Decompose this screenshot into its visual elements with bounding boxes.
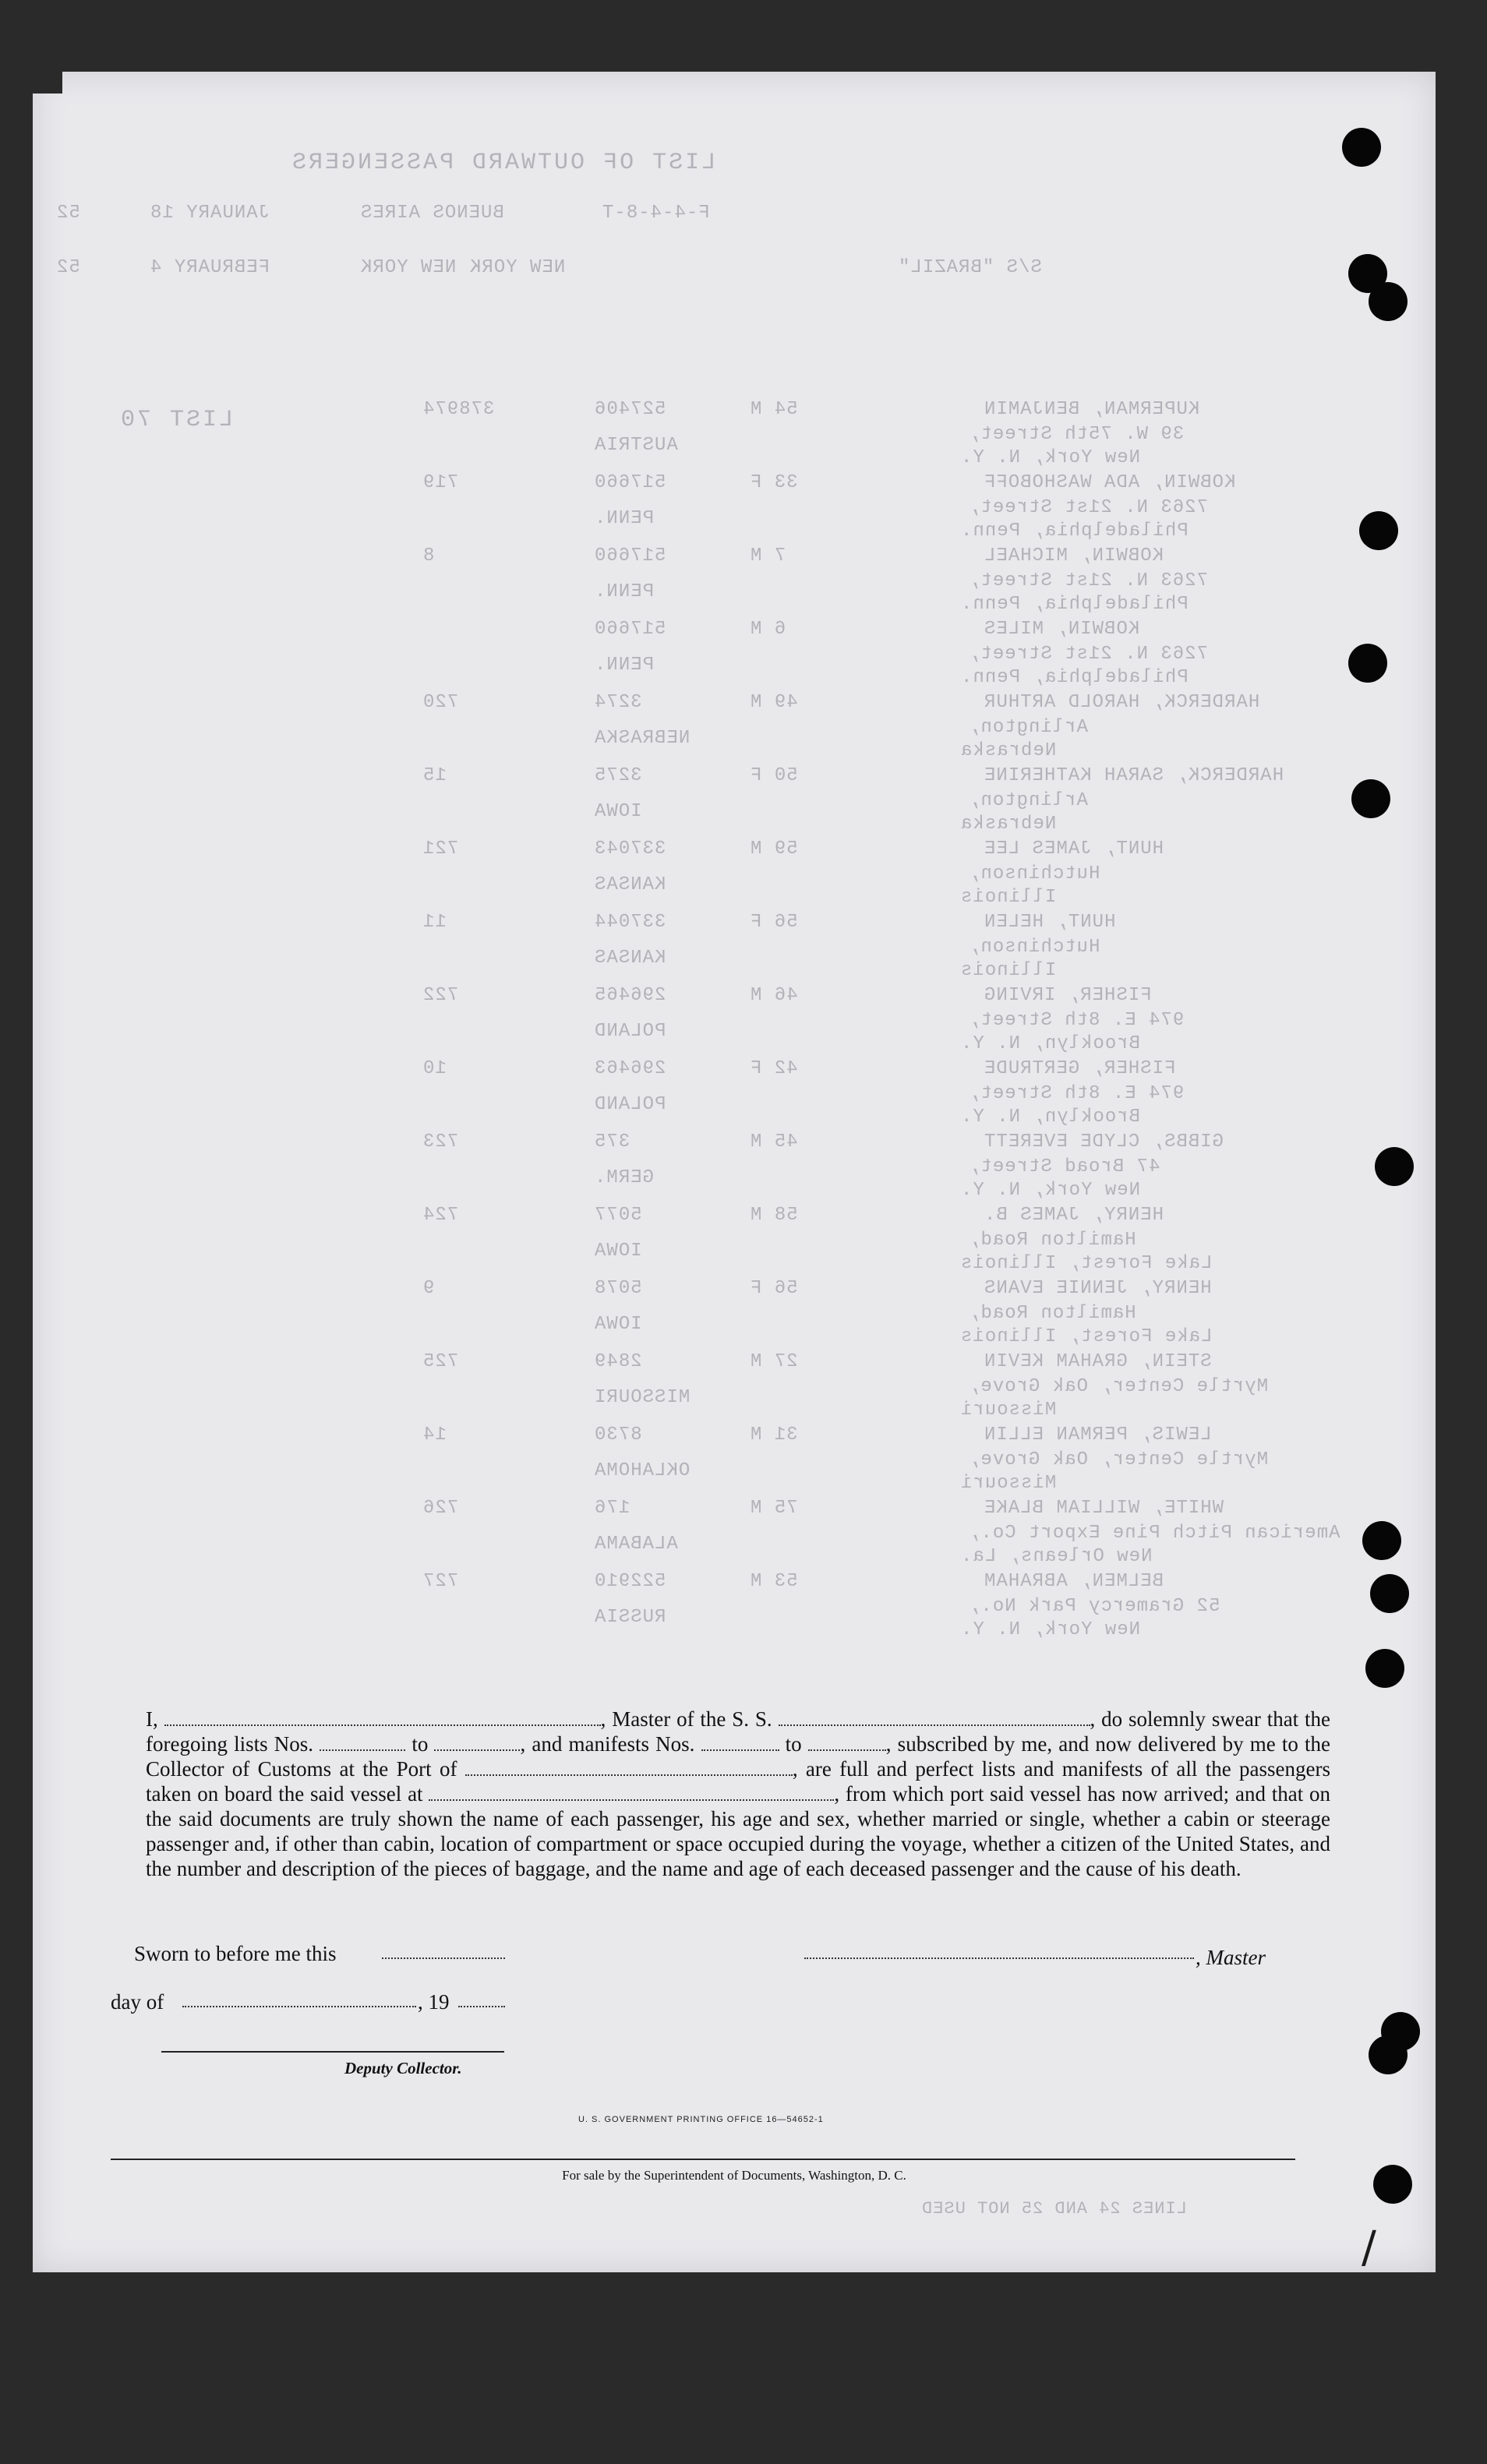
passenger-name: GIBBS, CLYDE EVERETT — [984, 1131, 1224, 1153]
passenger-age: 75 M — [750, 1498, 798, 1519]
passenger-name: LEWIS, PERMAN ELLIN — [984, 1424, 1212, 1446]
passenger-line: 721 — [422, 838, 459, 860]
passenger-line: 723 — [422, 1131, 459, 1153]
bottom-bleed: LINES 24 AND 25 NOT USED — [921, 2199, 1187, 2219]
passenger-line: 719 — [422, 472, 459, 493]
passenger-address: 39 W. 75th Street, — [968, 424, 1185, 445]
passenger-name: KOBWIN, ADA WASHOBOFF — [984, 472, 1236, 493]
punch-hole — [1351, 779, 1390, 818]
passenger-city: New York, N. Y. — [960, 447, 1141, 468]
passenger-address: 974 E. 8th Street, — [968, 1010, 1185, 1031]
passenger-address: 7263 N. 21st Street, — [968, 497, 1209, 518]
deputy-signature-line — [161, 2051, 504, 2053]
passenger-line: 11 — [422, 912, 447, 933]
passenger-city: Philadelphia, Penn. — [960, 521, 1189, 542]
passenger-city: Illinois — [960, 960, 1057, 981]
passenger-number: 5078 — [594, 1278, 642, 1299]
passenger-age: 56 F — [750, 912, 798, 933]
punch-hole — [1348, 644, 1387, 683]
passenger-name: HARDERCK, HAROLD ARTHUR — [984, 692, 1260, 713]
passenger-age: 45 M — [750, 1131, 798, 1153]
punch-hole — [1375, 1147, 1414, 1186]
passenger-city: Brooklyn, N. Y. — [960, 1033, 1141, 1054]
departure-port-blank — [429, 1785, 834, 1801]
passenger-country: PENN. — [594, 655, 655, 676]
passenger-number: 337044 — [594, 912, 666, 933]
passenger-line: 15 — [422, 765, 447, 786]
passenger-country: IOWA — [594, 1241, 642, 1262]
master-label: , Master — [1196, 1946, 1266, 1969]
passenger-city: Nebraska — [960, 740, 1057, 761]
passenger-address: 7263 N. 21st Street, — [968, 570, 1209, 591]
sworn-label: Sworn to before me this — [134, 1942, 337, 1965]
passenger-address: Arlington, — [968, 717, 1089, 738]
passenger-address: 7263 N. 21st Street, — [968, 644, 1209, 665]
passenger-number: 522910 — [594, 1571, 666, 1592]
passenger-name: HUNT, HELEN — [984, 912, 1116, 933]
passenger-age: 49 M — [750, 692, 798, 713]
passenger-city: Nebraska — [960, 814, 1057, 835]
passenger-name: FISHER, IRVING — [984, 985, 1152, 1006]
day-label: day of — [111, 1990, 164, 2014]
passenger-city: Philadelphia, Penn. — [960, 667, 1189, 688]
passenger-age: 6 M — [750, 619, 786, 640]
passenger-line: 378974 — [422, 399, 495, 420]
sworn-blank — [382, 1957, 505, 1959]
header-row1-num: 52 — [56, 203, 80, 224]
passenger-line: 720 — [422, 692, 459, 713]
footer-text: For sale by the Superintendent of Documents, Washington, D. C. — [562, 2168, 906, 2183]
passenger-name: HENRY, JENNIE EVANS — [984, 1278, 1212, 1299]
master-signature-blank — [804, 1957, 1194, 1959]
passenger-city: Lake Forest, Illinois — [960, 1253, 1213, 1274]
passenger-country: KANSAS — [594, 874, 666, 895]
oath-text-8: , are full and perfect lists and manifests of all the passengers taken on board the said vessel at — [146, 1757, 1331, 1806]
port-blank — [465, 1760, 793, 1776]
passenger-name: HENRY, JAMES B. — [984, 1205, 1164, 1226]
passenger-number: 296463 — [594, 1058, 666, 1079]
passenger-name: WHITE, WILLIAM BLAKE — [984, 1498, 1224, 1519]
header-row1-code: F-4-4-8-T — [602, 203, 710, 224]
passenger-number: 375 — [594, 1131, 630, 1153]
passenger-city: Missouri — [960, 1473, 1057, 1494]
punch-hole — [1369, 282, 1408, 321]
passenger-age: 27 M — [750, 1351, 798, 1372]
passenger-country: AUSTRIA — [594, 435, 678, 456]
master-name-blank — [164, 1710, 601, 1726]
passenger-city: Philadelphia, Penn. — [960, 594, 1189, 615]
passenger-age: 7 M — [750, 545, 786, 567]
passenger-number: 527406 — [594, 399, 666, 420]
passenger-address: 52 Gramercy Park No., — [968, 1596, 1220, 1617]
punch-hole — [1373, 2165, 1412, 2204]
passenger-name: HUNT, JAMES LEE — [984, 838, 1164, 860]
day-blank — [182, 2006, 416, 2007]
passenger-country: POLAND — [594, 1094, 666, 1115]
list-from-blank — [320, 1735, 405, 1751]
punch-hole — [1369, 2035, 1408, 2074]
passenger-city: New York, N. Y. — [960, 1180, 1141, 1201]
passenger-name: KOBWIN, MILES — [984, 619, 1140, 640]
passenger-address: Myrtle Center, Oak Grove, — [968, 1376, 1269, 1397]
passenger-city: Lake Forest, Illinois — [960, 1326, 1213, 1347]
passenger-country: MISSOURI — [594, 1387, 691, 1408]
passenger-age: 42 F — [750, 1058, 798, 1079]
passenger-age: 56 F — [750, 1278, 798, 1299]
passenger-line: 8 — [422, 545, 435, 567]
list-to-blank — [434, 1735, 520, 1751]
oath-text-3: , do solemnly swear that the foregoing lists Nos. — [146, 1707, 1331, 1756]
passenger-number: 5077 — [594, 1205, 642, 1226]
oath-text-5: , and manifests Nos. — [520, 1732, 695, 1756]
passenger-line: 14 — [422, 1424, 447, 1446]
passenger-age: 59 M — [750, 838, 798, 860]
passenger-city: New York, N. Y. — [960, 1619, 1141, 1640]
passenger-address: Arlington, — [968, 790, 1089, 811]
passenger-city: Missouri — [960, 1400, 1057, 1421]
oath-text-1: I, — [146, 1707, 158, 1731]
oath-text-6: to — [785, 1732, 802, 1756]
passenger-line: 724 — [422, 1205, 459, 1226]
print-office: U. S. GOVERNMENT PRINTING OFFICE 16—54652-1 — [578, 2115, 824, 2124]
header-heading: LIST OF OUTWARD PASSENGERS — [290, 150, 716, 176]
passenger-number: 3274 — [594, 692, 642, 713]
hand-mark: / — [1362, 2222, 1376, 2273]
header-row2-port2: NEW YORK — [469, 257, 566, 278]
passenger-age: 53 M — [750, 1571, 798, 1592]
passenger-number: 2849 — [594, 1351, 642, 1372]
header-row1-port: BUENOS AIRES — [360, 203, 504, 224]
passenger-country: KANSAS — [594, 948, 666, 969]
passenger-number: 3275 — [594, 765, 642, 786]
passenger-address: 47 Broad Street, — [968, 1156, 1160, 1177]
passenger-address: Hamilton Road, — [968, 1230, 1136, 1251]
manifest-page — [33, 72, 1436, 2272]
passenger-line: 722 — [422, 985, 459, 1006]
passenger-address: Myrtle Center, Oak Grove, — [968, 1449, 1269, 1470]
passenger-country: IOWA — [594, 801, 642, 822]
passenger-number: 517660 — [594, 619, 666, 640]
passenger-age: 58 M — [750, 1205, 798, 1226]
passenger-name: KUPERMAN, BENJAMIN — [984, 399, 1200, 420]
passenger-number: 517660 — [594, 545, 666, 567]
passenger-address: Hutchinson, — [968, 937, 1100, 958]
passenger-city: Illinois — [960, 887, 1057, 908]
punch-hole — [1370, 1574, 1409, 1613]
passenger-name: BELMEN, ABRAHAM — [984, 1571, 1164, 1592]
oath-text-7: , subscribed by me, and now delivered by me to the Collector of Customs at the Port of — [146, 1732, 1331, 1781]
year-label: , 19 — [418, 1990, 450, 2014]
header-row2-port: NEW YORK — [360, 257, 457, 278]
oath-text-9: , from which port said vessel has now arrived; and that on the said documents are truly shown the name of each passenger, his age and sex, whether married or single, whether a cabin or steerage passenger and, if other than cabin, location of compartment or space occupied during the voyage, whether a citizen of the United States, and the number and description of the pieces of baggage, and the name and age of each deceased passenger and the cause of his death. — [146, 1782, 1330, 1880]
header-row1-date: JANUARY 18 — [150, 203, 270, 224]
passenger-country: PENN. — [594, 581, 655, 602]
ship-name-blank — [779, 1710, 1090, 1726]
passenger-country: IOWA — [594, 1314, 642, 1335]
header-row2-ship: S/S "BRAZIL" — [898, 257, 1042, 278]
passenger-line: 9 — [422, 1278, 435, 1299]
passenger-number: 337043 — [594, 838, 666, 860]
passenger-age: 33 F — [750, 472, 798, 493]
passenger-city: Brooklyn, N. Y. — [960, 1107, 1141, 1128]
passenger-city: New Orleans, La. — [960, 1546, 1153, 1567]
passenger-name: KOBWIN, MICHAEL — [984, 545, 1164, 567]
passenger-country: NEBRASKA — [594, 728, 691, 749]
deputy-label: Deputy Collector. — [344, 2059, 462, 2077]
passenger-address: 974 E. 8th Street, — [968, 1083, 1185, 1104]
manifest-from-blank — [701, 1735, 779, 1751]
passenger-line: 727 — [422, 1571, 459, 1592]
passenger-address: American Pitch Pine Export Co., — [968, 1523, 1340, 1544]
punch-hole — [1362, 1521, 1401, 1560]
passenger-age: 50 F — [750, 765, 798, 786]
header-row2-date: FEBRUARY 4 — [150, 257, 270, 278]
passenger-age: 46 M — [750, 985, 798, 1006]
passenger-line: 726 — [422, 1498, 459, 1519]
passenger-number: 517660 — [594, 472, 666, 493]
passenger-country: GERM. — [594, 1167, 655, 1188]
passenger-country: ALABAMA — [594, 1534, 678, 1555]
oath-paragraph — [146, 1707, 1330, 1881]
passenger-number: 8730 — [594, 1424, 642, 1446]
passenger-address: Hutchinson, — [968, 863, 1100, 884]
manifest-to-blank — [808, 1735, 886, 1751]
footer-rule — [111, 2159, 1295, 2160]
oath-text-4: to — [411, 1732, 429, 1756]
passenger-number: 176 — [594, 1498, 630, 1519]
punch-hole — [1359, 511, 1398, 550]
list-number: LIST 70 — [118, 407, 234, 433]
year-blank — [458, 2006, 505, 2007]
passenger-country: RUSSIA — [594, 1607, 666, 1628]
passenger-name: FISHER, GERTRUDE — [984, 1058, 1176, 1079]
header-row2-num: 52 — [56, 257, 80, 278]
passenger-line: 725 — [422, 1351, 459, 1372]
punch-hole — [1342, 128, 1381, 167]
passenger-age: 31 M — [750, 1424, 798, 1446]
oath-text-2: , Master of the S. S. — [600, 1707, 772, 1731]
passenger-name: HARDERCK, SARAH KATHERINE — [984, 765, 1284, 786]
passenger-age: 54 M — [750, 399, 798, 420]
passenger-number: 296465 — [594, 985, 666, 1006]
passenger-country: POLAND — [594, 1021, 666, 1042]
passenger-line: 10 — [422, 1058, 447, 1079]
passenger-country: OKLAHOMA — [594, 1460, 691, 1481]
passenger-name: STEIN, GRAHAM KEVIN — [984, 1351, 1212, 1372]
passenger-address: Hamilton Road, — [968, 1303, 1136, 1324]
passenger-country: PENN. — [594, 508, 655, 529]
punch-hole — [1365, 1649, 1404, 1688]
